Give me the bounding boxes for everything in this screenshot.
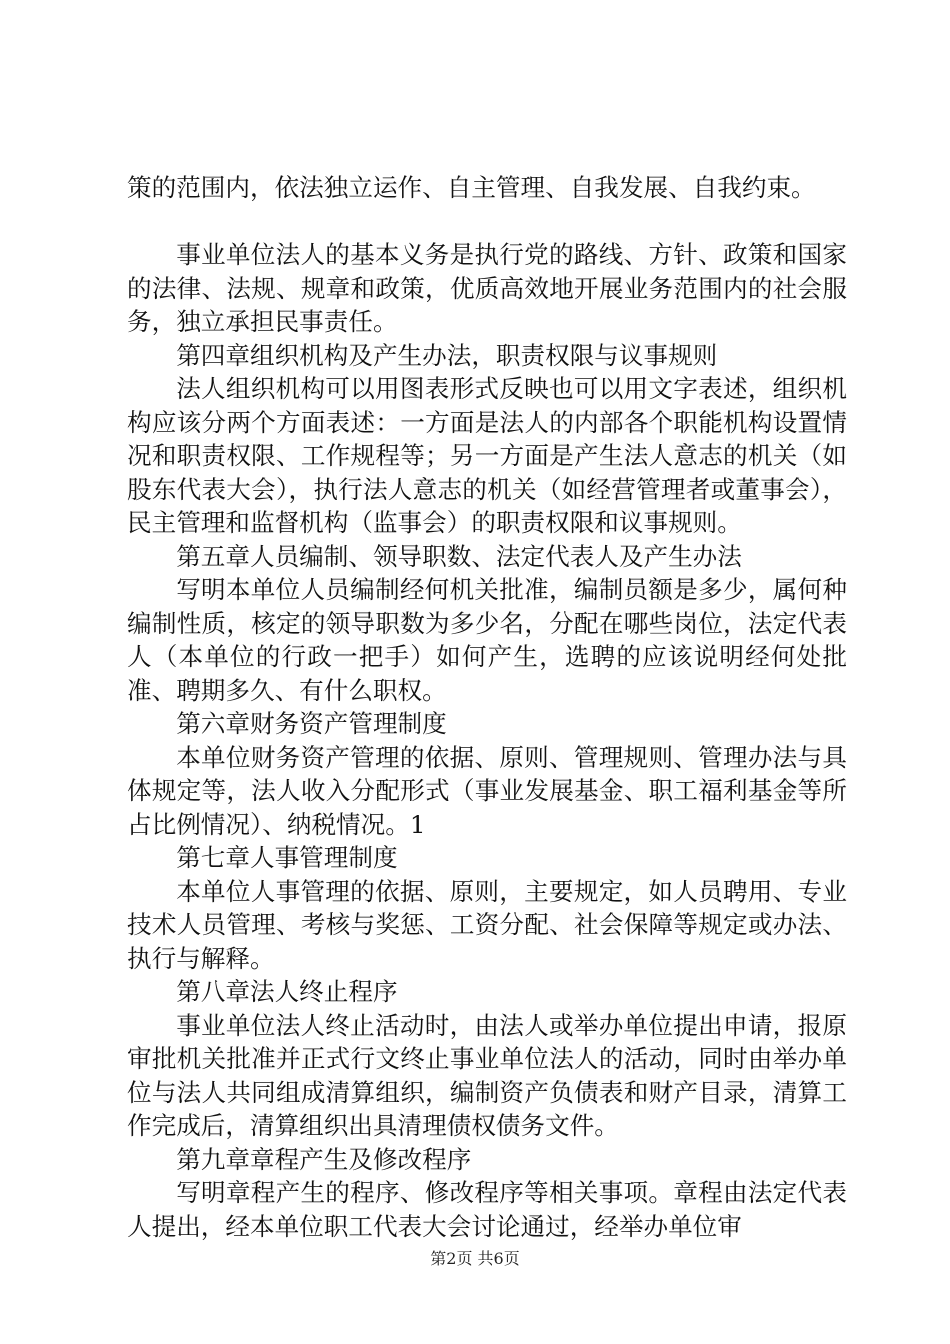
paragraph: 写明章程产生的程序、修改程序等相关事项。章程由法定代表人提出，经本单位职工代表大会讨论通过，经举办单位审 xyxy=(127,1178,847,1241)
chapter-heading: 第五章人员编制、领导职数、法定代表人及产生办法 xyxy=(176,541,742,571)
chapter-heading: 第四章组织机构及产生办法，职责权限与议事规则 xyxy=(176,340,718,370)
paragraph: 事业单位法人终止活动时，由法人或举办单位提出申请，报原审批机关批准并正式行文终止事业单位法人的活动，同时由举办单位与法人共同组成清算组织，编制资产负债表和财产目录，清算工作完成后，清算组织出具清理债权债务文件。 xyxy=(127,1010,847,1140)
page-number-footer: 第2页 共6页 xyxy=(430,1249,520,1268)
paragraph: 写明本单位人员编制经何机关批准，编制员额是多少，属何种编制性质，核定的领导职数为多少名，分配在哪些岗位，法定代表人（本单位的行政一把手）如何产生，选聘的应该说明经何处批准、聘期多久、有什么职权。 xyxy=(127,575,847,705)
paragraph: 事业单位法人的基本义务是执行党的路线、方针、政策和国家的法律、法规、规章和政策，优质高效地开展业务范围内的社会服务，独立承担民事责任。 xyxy=(127,240,847,336)
chapter-heading: 第八章法人终止程序 xyxy=(176,977,398,1006)
paragraph: 法人组织机构可以用图表形式反映也可以用文字表述，组织机构应该分两个方面表述：一方面是法人的内部各个职能机构设置情况和职责权限、工作规程等；另一方面是产生法人意志的机关（如股东代表大会），执行法人意志的机关（如经营管理者或董事会），民主管理和监督机构（监事会）的职责权限和议事规则。 xyxy=(127,374,847,537)
chapter-heading: 第六章财务资产管理制度 xyxy=(176,709,447,738)
paragraph-continuation: 策的范围内，依法独立运作、自主管理、自我发展、自我约束。 xyxy=(127,173,816,202)
chapter-heading: 第九章章程产生及修改程序 xyxy=(176,1144,472,1174)
paragraph: 本单位人事管理的依据、原则，主要规定，如人员聘用、专业技术人员管理、考核与奖惩、工资分配、社会保障等规定或办法、执行与解释。 xyxy=(127,876,847,973)
chapter-heading: 第七章人事管理制度 xyxy=(176,843,398,872)
document-body xyxy=(127,171,847,1243)
paragraph: 本单位财务资产管理的依据、原则、管理规则、管理办法与具体规定等，法人收入分配形式（事业发展基金、职工福利基金等所占比例情况）、纳税情况。1 xyxy=(127,742,847,839)
